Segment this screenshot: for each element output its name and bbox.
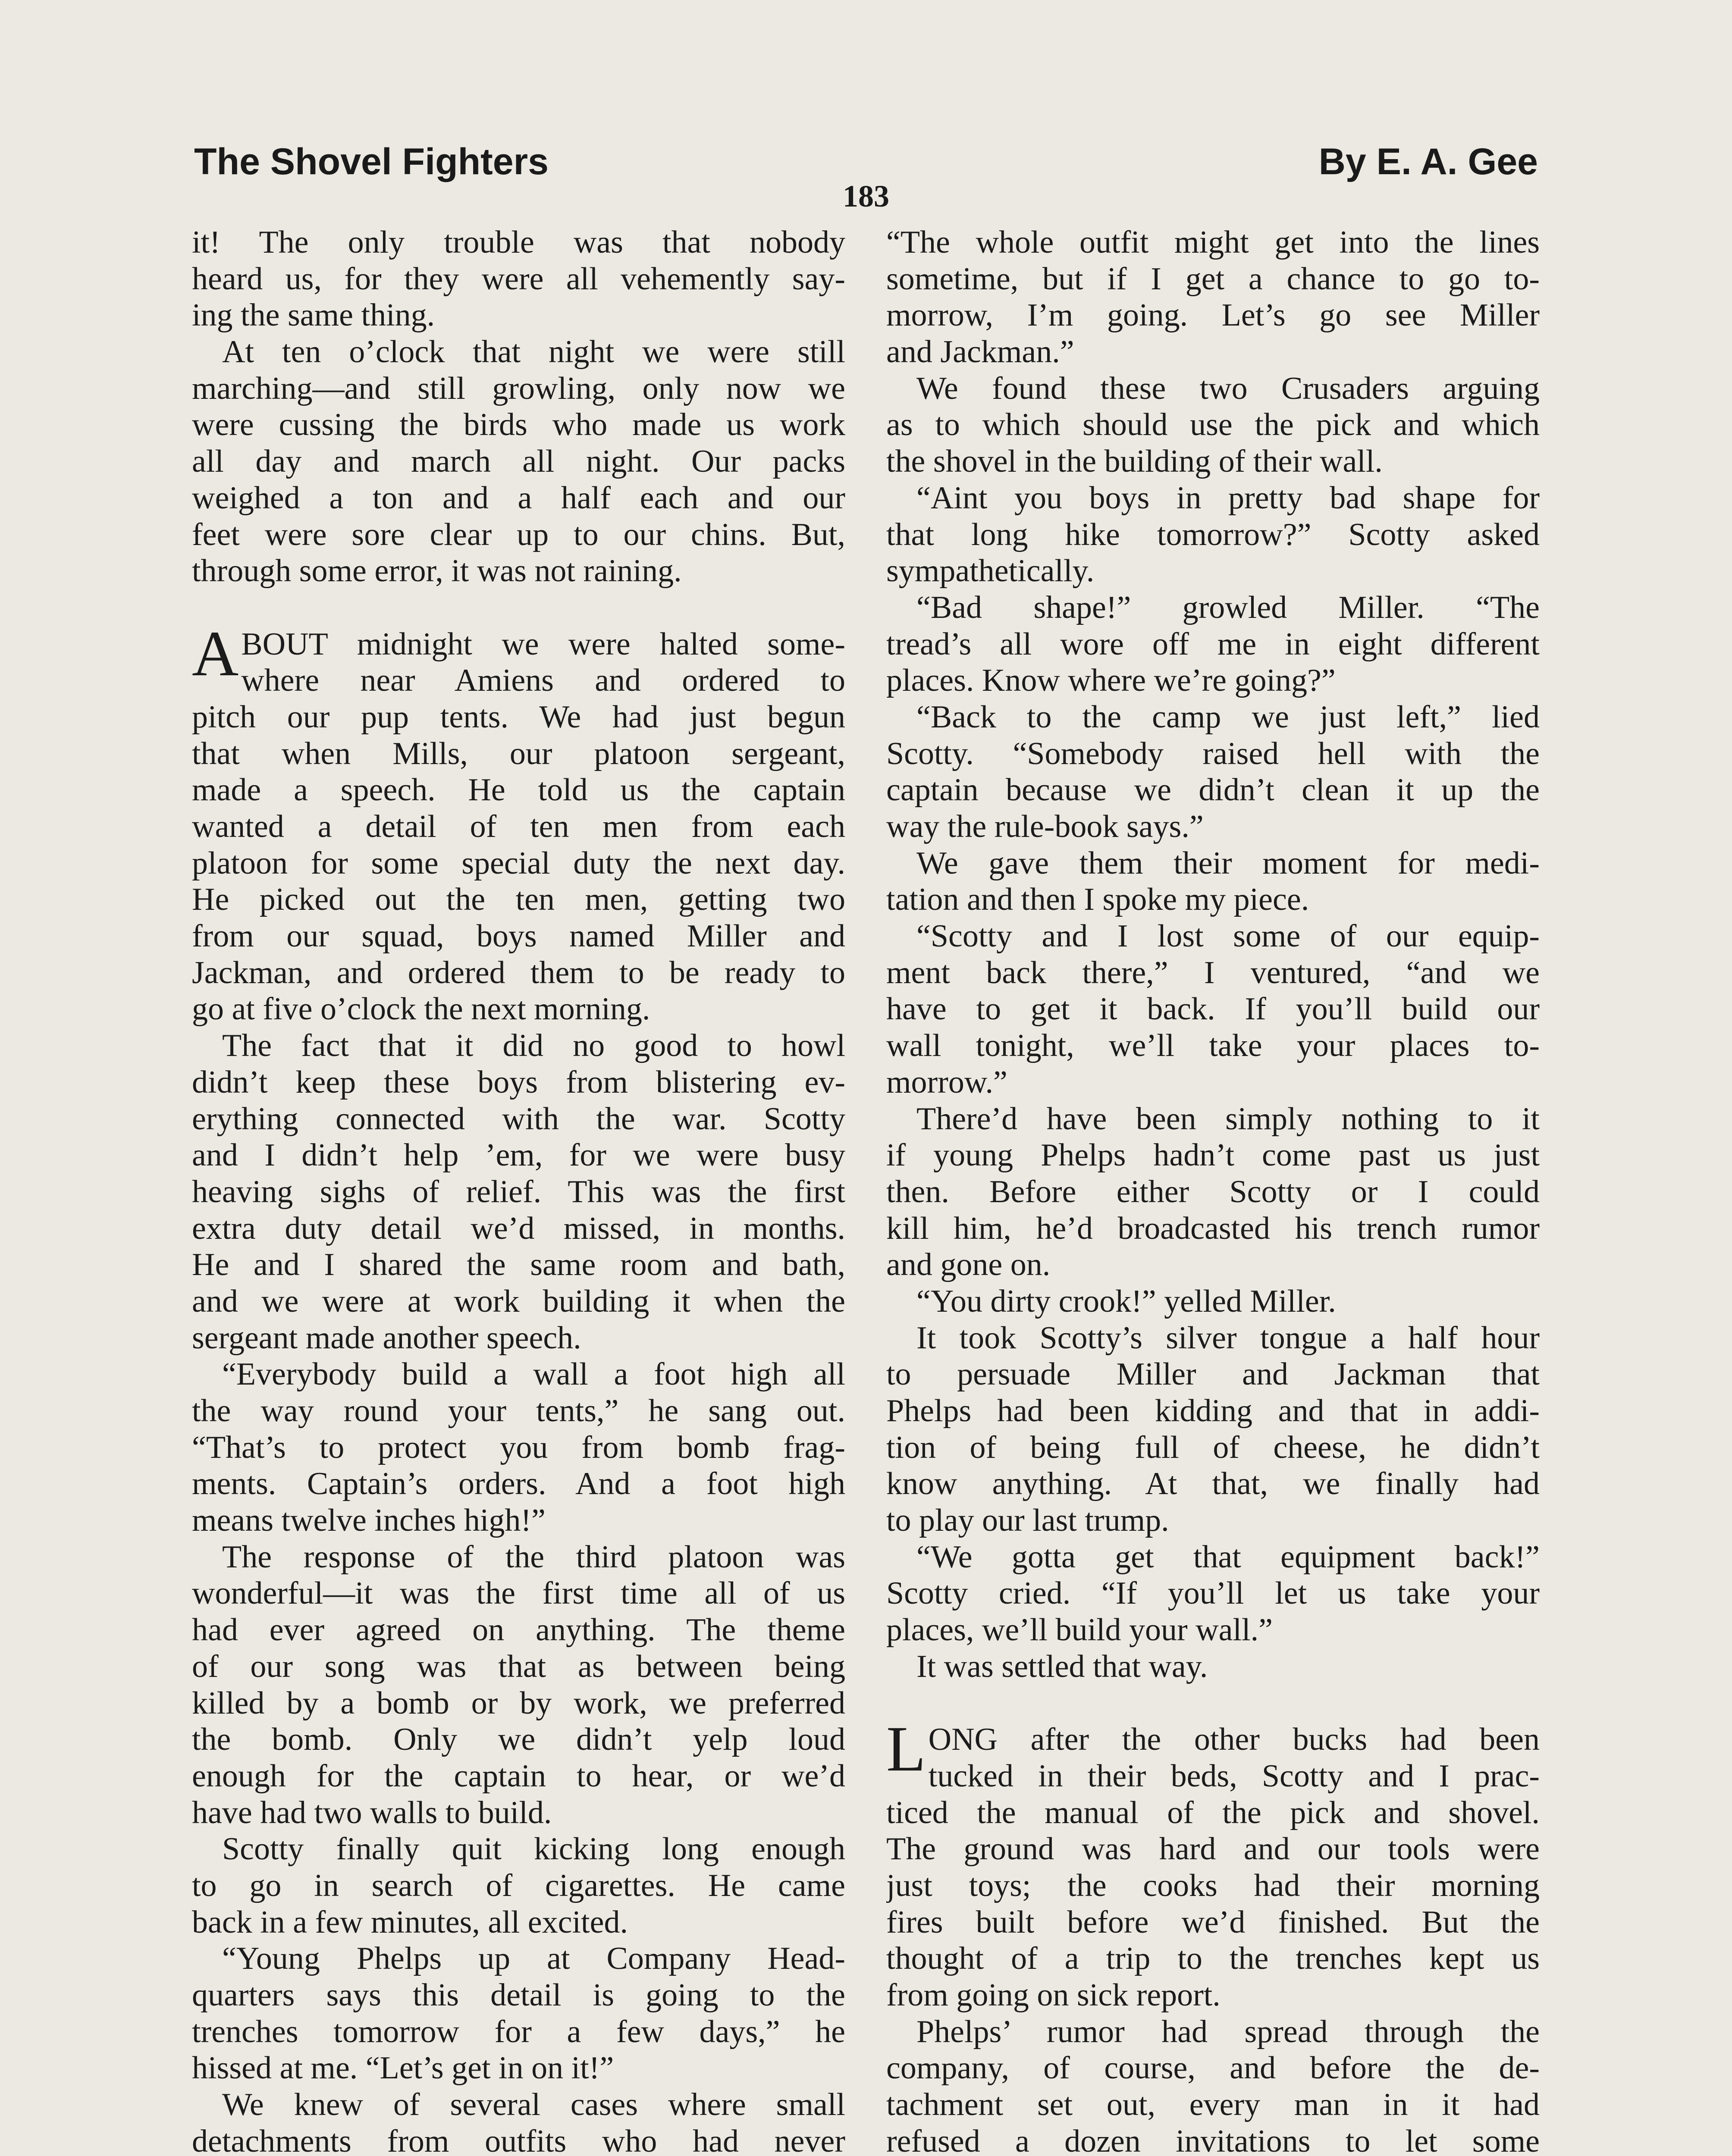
text-line: He and I shared the same room and bath, bbox=[192, 1247, 845, 1283]
text-line: At ten o’clock that night we were still bbox=[222, 334, 845, 370]
text-line bbox=[886, 1685, 1540, 1722]
text-line: pitch our pup tents. We had just begun bbox=[192, 699, 845, 735]
text-line: then. Before either Scotty or I could bbox=[886, 1174, 1540, 1210]
text-line: of our song was that as between being bbox=[192, 1648, 845, 1684]
text-line: the bomb. Only we didn’t yelp loud bbox=[192, 1722, 845, 1758]
text-line: refused a dozen invitations to let some bbox=[886, 2123, 1540, 2156]
text-line: from going on sick report. bbox=[886, 1977, 1221, 2013]
text-line: tread’s all wore off me in eight different bbox=[886, 626, 1540, 662]
text-line bbox=[192, 589, 845, 626]
text-line: weighed a ton and a half each and our bbox=[192, 480, 845, 516]
text-line: ment back there,” I ventured, “and we bbox=[886, 955, 1540, 990]
text-line: “Young Phelps up at Company Head- bbox=[222, 1941, 845, 1977]
text-line: It was settled that way. bbox=[916, 1648, 1208, 1684]
text-line: “Bad shape!” growled Miller. “The bbox=[916, 589, 1540, 625]
text-line: “Scotty and I lost some of our equip- bbox=[916, 918, 1540, 954]
text-line: wanted a detail of ten men from each bbox=[192, 809, 845, 844]
text-line: He picked out the ten men, getting two bbox=[192, 882, 845, 918]
text-line: heard us, for they were all vehemently say- bbox=[192, 261, 845, 297]
text-line: and Jackman.” bbox=[886, 334, 1074, 370]
drop-cap-letter: A bbox=[192, 617, 239, 689]
text-line: that long hike tomorrow?” Scotty asked bbox=[886, 517, 1540, 552]
text-line: The ground was hard and our tools were bbox=[886, 1831, 1540, 1867]
text-line: sympathetically. bbox=[886, 553, 1095, 589]
text-line: marching—and still growling, only now we bbox=[192, 370, 845, 406]
text-line: wonderful—it was the first time all of us bbox=[192, 1576, 845, 1611]
text-line: sometime, but if I get a chance to go to- bbox=[886, 261, 1540, 297]
text-line: detachments from outfits who had never bbox=[192, 2123, 845, 2156]
text-line: tation and then I spoke my piece. bbox=[886, 882, 1309, 918]
text-line: to play our last trump. bbox=[886, 1503, 1169, 1539]
text-line: platoon for some special duty the next day. bbox=[192, 845, 845, 881]
text-line: didn’t keep these boys from blistering ev- bbox=[192, 1064, 845, 1100]
text-line: captain because we didn’t clean it up the bbox=[886, 772, 1540, 808]
text-line: way the rule-book says.” bbox=[886, 809, 1204, 844]
text-line: Scotty finally quit kicking long enough bbox=[222, 1831, 845, 1867]
text-line: made a speech. He told us the captain bbox=[192, 772, 845, 808]
text-line: It took Scotty’s silver tongue a half hour bbox=[916, 1320, 1540, 1356]
text-line: places. Know where we’re going?” bbox=[886, 663, 1336, 699]
text-line: just toys; the cooks had their morning bbox=[886, 1868, 1540, 1903]
text-line: feet were sore clear up to our chins. But, bbox=[192, 517, 845, 552]
text-line: if young Phelps hadn’t come past us just bbox=[886, 1138, 1540, 1173]
text-line: Scotty. “Somebody raised hell with the bbox=[886, 736, 1540, 771]
page-number: 183 bbox=[843, 179, 889, 213]
text-line: were cussing the birds who made us work bbox=[192, 407, 845, 443]
text-line: “Aint you boys in pretty bad shape for bbox=[916, 480, 1540, 516]
drop-cap-letter: L bbox=[886, 1713, 926, 1785]
text-line: trenches tomorrow for a few days,” he bbox=[192, 2014, 845, 2049]
left-text-column bbox=[192, 224, 845, 2156]
text-line: have to get it back. If you’ll build our bbox=[886, 991, 1540, 1027]
text-line: Phelps had been kidding and that in addi- bbox=[886, 1393, 1540, 1429]
text-line: tucked in their beds, Scotty and I prac- bbox=[928, 1758, 1540, 1794]
text-line: wall tonight, we’ll take your places to- bbox=[886, 1028, 1540, 1064]
text-line: tion of being full of cheese, he didn’t bbox=[886, 1429, 1540, 1465]
text-line: “We gotta get that equipment back!” bbox=[916, 1539, 1540, 1575]
text-line: We found these two Crusaders arguing bbox=[916, 370, 1540, 406]
drop-cap-line-text: ONG after the other bucks had been bbox=[928, 1722, 1540, 1758]
text-line: The response of the third platoon was bbox=[222, 1539, 845, 1575]
text-line: thought of a trip to the trenches kept us bbox=[886, 1941, 1540, 1977]
text-line: have had two walls to build. bbox=[192, 1795, 552, 1830]
text-line: “Everybody build a wall a foot high all bbox=[222, 1357, 845, 1392]
text-line: killed by a bomb or by work, we preferred bbox=[192, 1685, 845, 1721]
text-line: fires built before we’d finished. But the bbox=[886, 1904, 1540, 1940]
text-line: means twelve inches high!” bbox=[192, 1503, 546, 1539]
story-title: The Shovel Fighters bbox=[194, 141, 549, 182]
text-line: ments. Captain’s orders. And a foot high bbox=[192, 1466, 845, 1502]
text-line: The fact that it did no good to howl bbox=[222, 1028, 845, 1064]
text-line: heaving sighs of relief. This was the first bbox=[192, 1174, 845, 1210]
text-line: ticed the manual of the pick and shovel. bbox=[886, 1795, 1540, 1830]
text-line: tachment set out, every man in it had bbox=[886, 2087, 1540, 2123]
text-line: all day and march all night. Our packs bbox=[192, 444, 845, 479]
text-line: extra duty detail we’d missed, in months. bbox=[192, 1210, 845, 1246]
text-line: morrow, I’m going. Let’s go see Miller bbox=[886, 298, 1540, 333]
text-line: enough for the captain to hear, or we’d bbox=[192, 1758, 845, 1794]
text-line: Jackman, and ordered them to be ready to bbox=[192, 955, 845, 990]
text-line: We gave them their moment for medi- bbox=[916, 845, 1540, 881]
text-line: it! The only trouble was that nobody bbox=[192, 225, 845, 260]
text-line: as to which should use the pick and which bbox=[886, 407, 1540, 443]
right-text-column bbox=[886, 224, 1540, 2156]
text-line: to go in search of cigarettes. He came bbox=[192, 1868, 845, 1903]
text-line: Scotty cried. “If you’ll let us take your bbox=[886, 1576, 1540, 1611]
text-line: through some error, it was not raining. bbox=[192, 553, 682, 589]
text-line: morrow.” bbox=[886, 1064, 1007, 1100]
drop-cap-line-text: BOUT midnight we were halted some- bbox=[241, 626, 845, 662]
text-line: the way round your tents,” he sang out. bbox=[192, 1393, 845, 1429]
text-line: and I didn’t help ’em, for we were busy bbox=[192, 1138, 845, 1173]
text-line: and we were at work building it when the bbox=[192, 1283, 845, 1319]
text-line: There’d have been simply nothing to it bbox=[916, 1101, 1540, 1137]
text-line: “That’s to protect you from bomb frag- bbox=[192, 1429, 845, 1465]
text-line: quarters says this detail is going to the bbox=[192, 1977, 845, 2013]
text-line: back in a few minutes, all excited. bbox=[192, 1904, 628, 1940]
text-line: know anything. At that, we finally had bbox=[886, 1466, 1540, 1502]
text-line: erything connected with the war. Scotty bbox=[192, 1101, 845, 1137]
text-line: ing the same thing. bbox=[192, 298, 435, 333]
text-line: the shovel in the building of their wall. bbox=[886, 444, 1383, 479]
text-line: “You dirty crook!” yelled Miller. bbox=[916, 1283, 1336, 1319]
text-line: to persuade Miller and Jackman that bbox=[886, 1357, 1540, 1392]
text-line: that when Mills, our platoon sergeant, bbox=[192, 736, 845, 771]
text-line: hissed at me. “Let’s get in on it!” bbox=[192, 2050, 614, 2086]
text-line: We knew of several cases where small bbox=[222, 2087, 845, 2123]
text-line: where near Amiens and ordered to bbox=[241, 663, 845, 699]
text-line: places, we’ll build your wall.” bbox=[886, 1612, 1273, 1648]
text-line: sergeant made another speech. bbox=[192, 1320, 581, 1356]
author-byline: By E. A. Gee bbox=[1318, 141, 1538, 182]
text-line: had ever agreed on anything. The theme bbox=[192, 1612, 845, 1648]
text-line: and gone on. bbox=[886, 1247, 1051, 1283]
text-line: go at five o’clock the next morning. bbox=[192, 991, 650, 1027]
text-line: kill him, he’d broadcasted his trench rumor bbox=[886, 1210, 1540, 1246]
text-line: company, of course, and before the de- bbox=[886, 2050, 1540, 2086]
text-line: Phelps’ rumor had spread through the bbox=[916, 2014, 1540, 2049]
text-line: from our squad, boys named Miller and bbox=[192, 918, 845, 954]
text-line: “Back to the camp we just left,” lied bbox=[916, 699, 1540, 735]
text-line: “The whole outfit might get into the lines bbox=[886, 225, 1540, 260]
